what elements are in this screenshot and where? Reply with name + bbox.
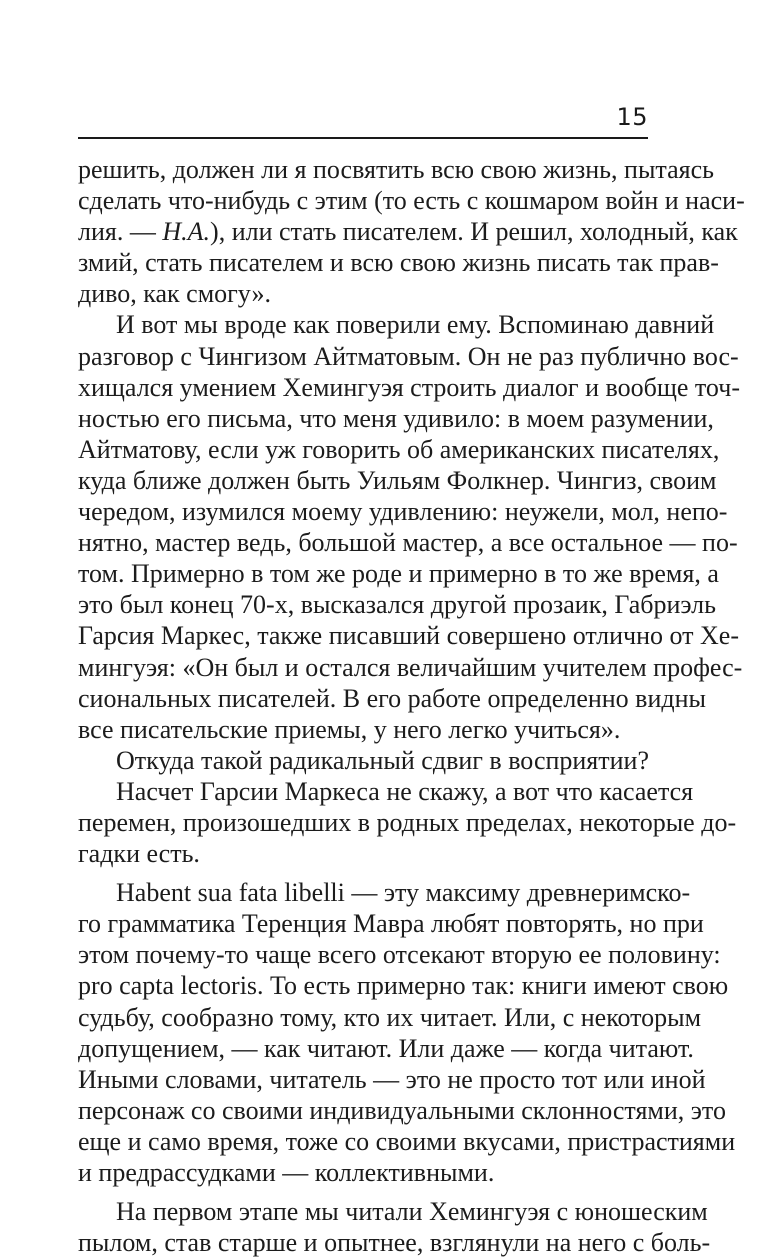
text-line: Откуда такой радикальный сдвиг в восприятии? <box>116 745 649 775</box>
text-line: и предрассудками — коллективными. <box>78 1158 495 1187</box>
text-line: го грамматика Теренция Мавра любят повторять, но при <box>78 909 704 939</box>
text-line: Насчет Гарсии Маркеса не скажу, а вот что касается <box>116 776 694 806</box>
text-line: На первом этапе мы читали Хемингуэя с юношеским <box>116 1197 708 1227</box>
paragraph-4 <box>78 776 737 869</box>
text-line: чередом, изумился моему удивлению: неужели, мол, непо- <box>78 497 728 527</box>
text-line: еще и само время, тоже со своими вкусами, пристрастиями <box>78 1126 736 1156</box>
text-line: змий, стать писателем и всю свою жизнь писать так прав- <box>78 248 719 278</box>
text-line: допущением, — как читают. Или даже — когда читают. <box>78 1033 694 1063</box>
text-line: ностью его письма, что меня удивило: в моем разумении, <box>78 403 714 433</box>
text-line: Айтматову, если уж говорить об американских писателях, <box>78 434 720 464</box>
header-rule <box>78 137 648 139</box>
text-line: разговор с Чингизом Айтматовым. Он не раз публично вос- <box>78 341 739 371</box>
text-line: это был конец 70-х, высказался другой прозаик, Габриэль <box>78 590 716 620</box>
author-initials: Н.А. <box>162 217 211 247</box>
text-line: хищался умением Хемингуэя строить диалог и вообще точ- <box>78 372 740 402</box>
paragraph-gap <box>78 869 648 877</box>
text-line: этом почему-то чаще всего отсекают вторую ее половину: <box>78 940 721 970</box>
text-line <box>78 216 738 247</box>
body-text <box>78 154 745 1258</box>
text-line: гадки есть. <box>78 839 200 869</box>
text-line: сиональных писателей. В его работе определенно видны <box>78 683 706 713</box>
text-line: Иными словами, читатель — это не просто тот или иной <box>78 1064 706 1094</box>
paragraph-5 <box>78 877 736 1188</box>
text-line: решить, должен ли я посвятить всю свою жизнь, пытаясь <box>78 155 714 184</box>
text-line: мингуэя: «Он был и остался величайшим учителем профес- <box>78 652 743 682</box>
text-line: том. Примерно в том же роде и примерно в то же время, а <box>78 559 719 589</box>
paragraph-2 <box>78 309 743 744</box>
page-number: 15 <box>616 103 648 131</box>
paragraph-3 <box>78 745 648 776</box>
text-line: судьбу, сообразно тому, кто их читает. Или, с некоторым <box>78 1002 702 1032</box>
text-segment: лия. — <box>78 217 163 247</box>
text-line: нятно, мастер ведь, большой мастер, а все остальное — по- <box>78 528 738 558</box>
text-line: сделать что-нибудь с этим (то есть с кошмаром войн и наси- <box>78 186 745 216</box>
text-line: все писательские приемы, у него легко учиться». <box>78 714 621 744</box>
paragraph-gap <box>78 1188 648 1196</box>
text-line: персонаж со своими индивидуальными склонностями, это <box>78 1095 726 1125</box>
text-line: куда ближе должен быть Уильям Фолкнер. Чингиз, своим <box>78 465 717 495</box>
text-line: диво, как смогу». <box>78 279 271 309</box>
text-line: перемен, произошедших в родных пределах, некоторые до- <box>78 807 737 837</box>
text-line: пылом, став старше и опытнее, взглянули на него с боль- <box>78 1228 711 1258</box>
text-segment: ), или стать писателем. И решил, холодный, как <box>210 217 738 247</box>
text-line: И вот мы вроде как поверили ему. Вспоминаю давний <box>116 310 715 340</box>
text-line: Гарсия Маркес, также писавший совершено отлично от Хе- <box>78 621 739 651</box>
paragraph-1 <box>78 154 745 309</box>
text-line: pro capta lectoris. То есть примерно так: книги имеют свою <box>78 971 729 1001</box>
paragraph-6 <box>78 1196 711 1258</box>
text-line: Habent sua fata libelli — эту максиму древнеримско- <box>116 878 691 908</box>
